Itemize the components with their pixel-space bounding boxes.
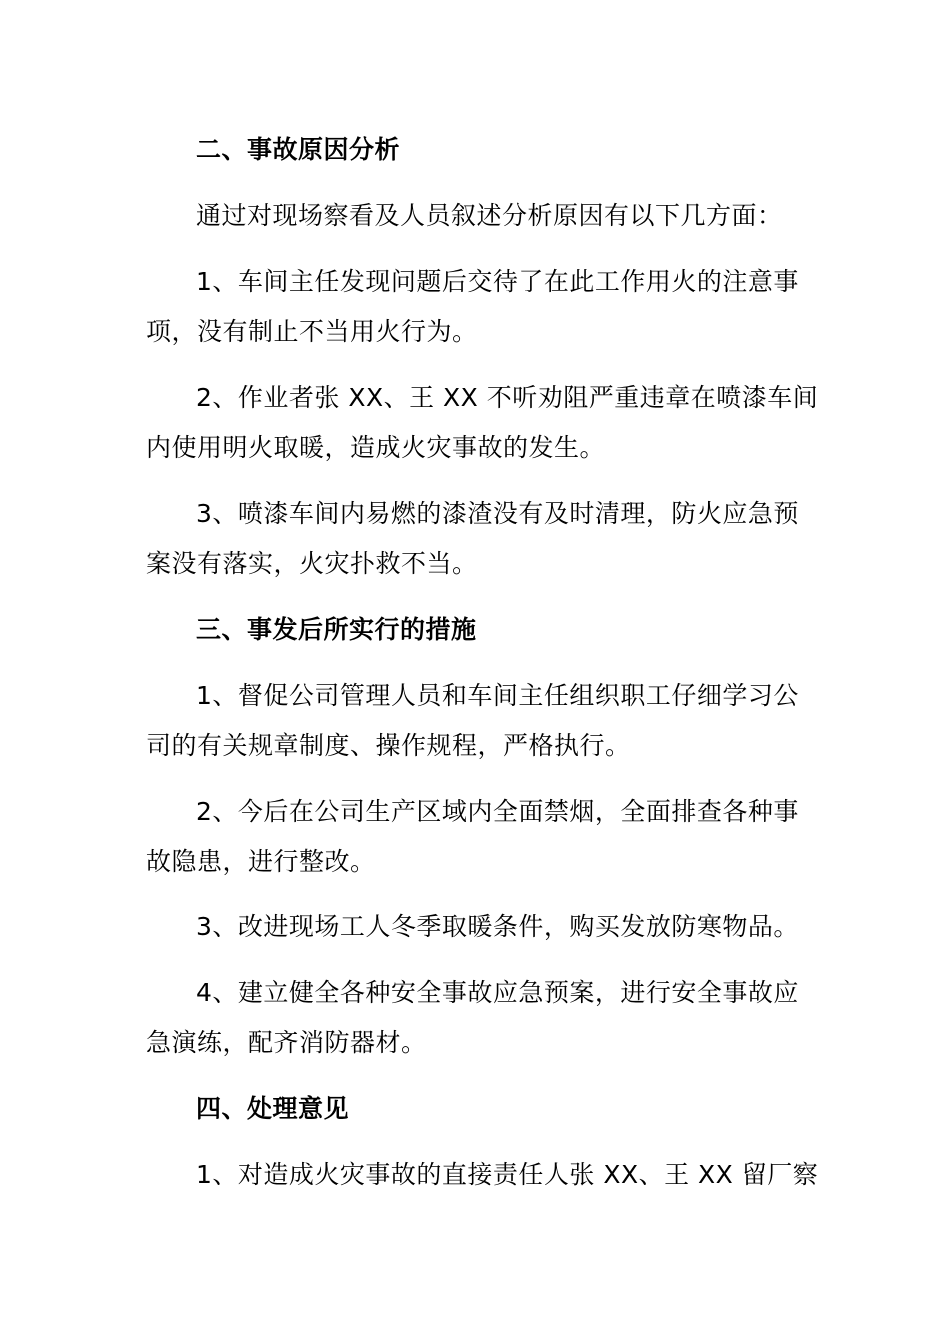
measure-1-line-1: 1、督促公司管理人员和车间主任组织职工仔细学习公 (196, 681, 799, 710)
cause-1-line-2: 项，没有制止不当用火行为。 (146, 317, 478, 346)
measure-4-line-1: 4、建立健全各种安全事故应急预案，进行安全事故应 (196, 978, 799, 1007)
cause-3-line-1: 3、喷漆车间内易燃的漆渣没有及时清理，防火应急预 (196, 499, 799, 528)
cause-1-line-1: 1、车间主任发现问题后交待了在此工作用火的注意事 (196, 267, 799, 296)
measure-2-line-2: 故隐患，进行整改。 (146, 847, 376, 876)
section-heading-measures: 三、事发后所实行的措施 (196, 615, 477, 644)
measure-2-line-1: 2、今后在公司生产区域内全面禁烟，全面排查各种事 (196, 797, 799, 826)
opinion-1-line-1: 1、对造成火灾事故的直接责任人张 XX、王 XX 留厂察 (196, 1160, 819, 1189)
measure-3-line-1: 3、改进现场工人冬季取暖条件，购买发放防寒物品。 (196, 912, 799, 941)
section-heading-opinions: 四、处理意见 (196, 1094, 350, 1123)
measure-4-line-2: 急演练，配齐消防器材。 (146, 1028, 427, 1057)
cause-2-line-2: 内使用明火取暖，造成火灾事故的发生。 (146, 433, 606, 462)
measure-1-line-2: 司的有关规章制度、操作规程，严格执行。 (146, 731, 631, 760)
intro-paragraph: 通过对现场察看及人员叙述分析原因有以下几方面： (196, 201, 783, 230)
cause-3-line-2: 案没有落实，火灾扑救不当。 (146, 549, 478, 578)
cause-2-line-1: 2、作业者张 XX、王 XX 不听劝阻严重违章在喷漆车间 (196, 383, 819, 412)
section-heading-causes: 二、事故原因分析 (196, 135, 401, 164)
